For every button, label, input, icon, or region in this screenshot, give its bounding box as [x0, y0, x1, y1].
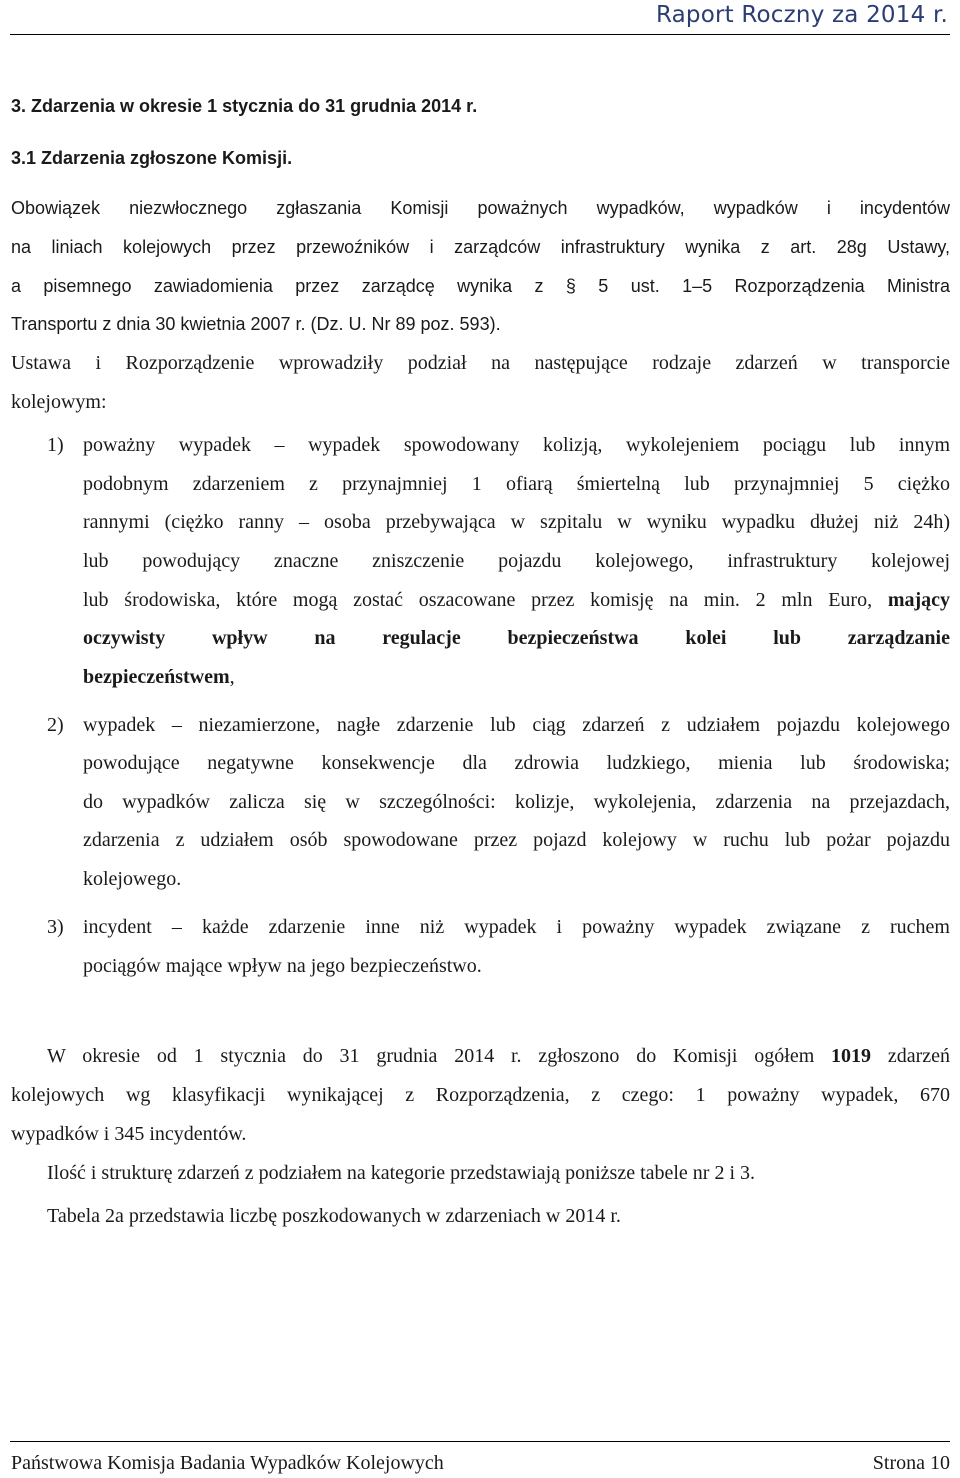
- summary-line: wypadków i 345 incydentów.: [11, 1123, 247, 1145]
- intro-line: Transportu z dnia 30 kwietnia 2007 r. (Dz. U. Nr 89 poz. 593).: [11, 314, 501, 334]
- page-header-title: Raport Roczny za 2014 r.: [655, 2, 948, 28]
- bold-phrase: oczywisty wpływ na regulacje bezpieczeństwa kolei lub zarządzanie: [83, 627, 950, 649]
- total-count: 1019: [831, 1045, 872, 1067]
- division-line: Ustawa i Rozporządzenie wprowadziły podział na następujące rodzaje zdarzeń w transporcie: [11, 352, 950, 374]
- list-item-line: rannymi (ciężko ranny – osoba przebywająca w szpitalu w wyniku wypadku dłużej niż 24h): [83, 511, 950, 533]
- list-item-line: kolejowego.: [83, 868, 182, 890]
- intro-line: a pisemnego zawiadomienia przez zarządcę wynika z § 5 ust. 1–5 Rozporządzenia Ministra: [11, 276, 950, 296]
- table-note: Ilość i strukturę zdarzeń z podziałem na kategorie przedstawiają poniższe tabele nr 2 i 3.: [47, 1162, 756, 1184]
- header-rule: [10, 34, 950, 35]
- summary-text: zdarzeń: [887, 1045, 951, 1067]
- list-item-line: powodujące negatywne konsekwencje dla zdrowia ludzkiego, mienia lub środowiska;: [83, 752, 950, 774]
- footer-organization: Państwowa Komisja Badania Wypadków Kolejowych: [11, 1452, 444, 1474]
- list-item-line: poważny wypadek – wypadek spowodowany kolizją, wykolejeniem pociągu lub innym: [83, 434, 950, 456]
- division-line: kolejowym:: [11, 391, 107, 413]
- list-item-line: zdarzenia z udziałem osób spowodowane przez pojazd kolejowy w ruchu lub pożar pojazdu: [83, 829, 950, 851]
- list-number: 3): [47, 916, 64, 938]
- summary-line: kolejowych wg klasyfikacji wynikającej z Rozporządzenia, z czego: 1 poważny wypadek, 670: [11, 1084, 950, 1106]
- list-item-line: incydent – każde zdarzenie inne niż wypadek i poważny wypadek związane z ruchem: [83, 916, 950, 938]
- list-number: 2): [47, 714, 64, 736]
- list-item-text: lub środowiska, które mogą zostać oszacowane przez komisję na min. 2 mln Euro,: [83, 589, 873, 611]
- bold-phrase: mający: [887, 589, 951, 611]
- bold-line: [83, 665, 950, 689]
- subsection-heading: 3.1 Zdarzenia zgłoszone Komisji.: [11, 148, 293, 168]
- punctuation: ,: [229, 666, 235, 688]
- list-item-line: lub powodujący znaczne zniszczenie pojazdu kolejowego, infrastruktury kolejowej: [83, 550, 950, 572]
- bold-phrase: bezpieczeństwem: [83, 666, 230, 688]
- summary-text: W okresie od 1 stycznia do 31 grudnia 2014 r. zgłoszono do Komisji ogółem: [47, 1045, 815, 1067]
- list-item-line: wypadek – niezamierzone, nagłe zdarzenie lub ciąg zdarzeń z udziałem pojazdu kolejowego: [83, 714, 950, 736]
- list-item-line: pociągów mające wpływ na jego bezpieczeństwo.: [83, 955, 482, 977]
- intro-line: na liniach kolejowych przez przewoźników i zarządców infrastruktury wynika z art. 28g Ustawy,: [11, 237, 950, 257]
- footer-rule: [10, 1441, 950, 1442]
- table-note: Tabela 2a przedstawia liczbę poszkodowanych w zdarzeniach w 2014 r.: [47, 1205, 621, 1227]
- list-item-line: podobnym zdarzeniem z przynajmniej 1 ofiarą śmiertelną lub przynajmniej 5 ciężko: [83, 473, 950, 495]
- summary-line: [47, 1044, 950, 1068]
- intro-line: Obowiązek niezwłocznego zgłaszania Komisji poważnych wypadków, wypadków i incydentów: [11, 198, 950, 218]
- list-number: 1): [47, 434, 64, 456]
- list-item-line-mixed: [83, 588, 950, 612]
- section-heading: 3. Zdarzenia w okresie 1 stycznia do 31 grudnia 2014 r.: [11, 96, 478, 116]
- list-item-line: do wypadków zalicza się w szczególności: kolizje, wykolejenia, zdarzenia na przejazdach,: [83, 791, 950, 813]
- bold-line: [83, 626, 950, 650]
- page-number: Strona 10: [872, 1452, 950, 1474]
